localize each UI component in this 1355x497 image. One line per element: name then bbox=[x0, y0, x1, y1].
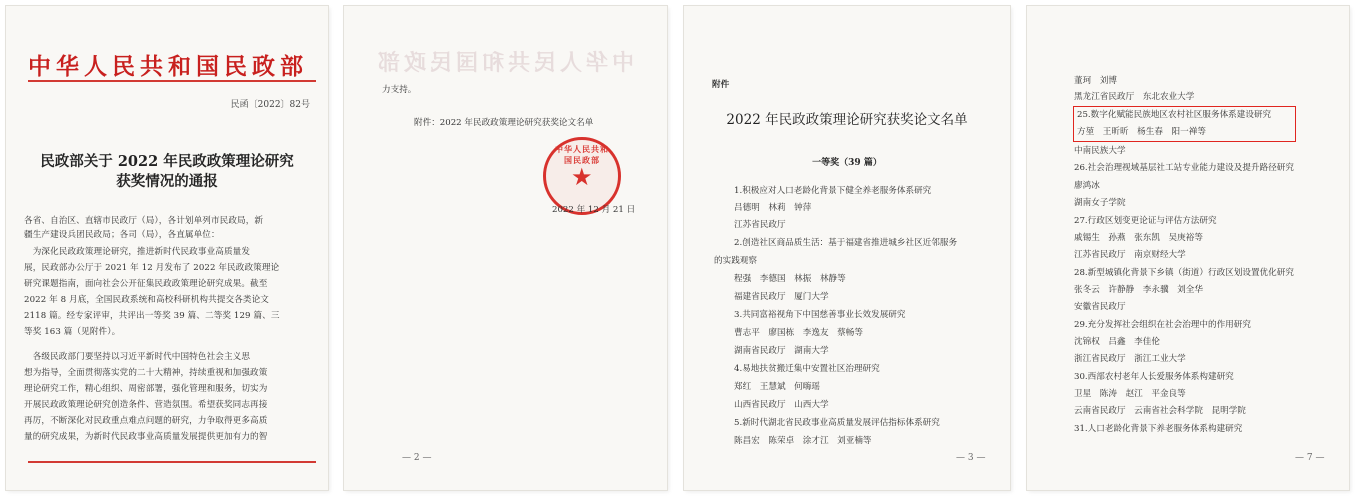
list-item: 29.充分发挥社会组织在社会治理中的作用研究 bbox=[1074, 320, 1251, 330]
issue-date: 2022 年 12 月 21 日 bbox=[552, 205, 636, 215]
list-item: 山西省民政厅 山西大学 bbox=[734, 400, 829, 410]
list-item: 安徽省民政厅 bbox=[1074, 302, 1126, 312]
document-page-2 bbox=[344, 6, 667, 490]
award-list-title: 2022 年民政政策理论研究获奖论文名单 bbox=[726, 112, 968, 128]
document-page-4 bbox=[1027, 6, 1349, 490]
list-item: 董珂 刘博 bbox=[1074, 76, 1117, 86]
list-item: 曹志平 廖国栋 李逸友 蔡畅等 bbox=[734, 328, 863, 338]
list-item: 28.新型城镇化背景下乡镇（街道）行政区划设置优化研究 bbox=[1074, 268, 1294, 278]
attachment-note: 附件：2022 年民政政策理论研究获奖论文名单 bbox=[414, 118, 594, 128]
body-line: 各级民政部门要坚持以习近平新时代中国特色社会主义思 bbox=[24, 352, 251, 362]
list-item: 云南省民政厅 云南省社会科学院 昆明学院 bbox=[1074, 406, 1246, 416]
list-item: 湖南省民政厅 湖南大学 bbox=[734, 346, 829, 356]
body-line: 研究课题指南，面向社会公开征集民政政策理论研究成果。截至 bbox=[24, 279, 268, 289]
list-item: 31.人口老龄化背景下养老服务体系构建研究 bbox=[1074, 424, 1243, 434]
document-number: 民函〔2022〕82号 bbox=[230, 100, 310, 110]
highlighted-list-item: 25.数字化赋能民族地区农村社区服务体系建设研究 bbox=[1077, 110, 1272, 120]
list-item: 程强 李德国 林振 林静等 bbox=[734, 274, 846, 284]
highlight-annotation-box bbox=[1073, 106, 1296, 142]
list-item: 戚锡生 孙燕 张东凯 吴庚裕等 bbox=[1074, 233, 1203, 243]
list-item: 浙江省民政厅 浙江工业大学 bbox=[1074, 354, 1186, 364]
list-item: 廖鸿冰 bbox=[1074, 181, 1100, 191]
document-page-3 bbox=[684, 6, 1010, 490]
list-item: 黑龙江省民政厅 东北农业大学 bbox=[1074, 92, 1195, 102]
body-line: 等奖 163 篇（见附件）。 bbox=[24, 327, 121, 337]
list-item: 沈锦权 吕鑫 李佳伦 bbox=[1074, 337, 1160, 347]
body-line: 量的研究成果，为新时代民政事业高质量发展提供更加有力的智 bbox=[24, 432, 268, 442]
list-item: 福建省民政厅 厦门大学 bbox=[734, 292, 829, 302]
body-line: 2118 篇。经专家评审，共评出一等奖 39 篇、二等奖 129 篇、三 bbox=[24, 311, 280, 321]
body-line: 疆生产建设兵团民政局；各司（局），各直属单位： bbox=[24, 230, 220, 240]
footer-divider bbox=[28, 461, 316, 463]
list-item: 吕德明 林莉 钟萍 bbox=[734, 203, 812, 213]
star-icon: ★ bbox=[571, 163, 593, 191]
list-item: 3.共同富裕视角下中国慈善事业长效发展研究 bbox=[734, 310, 906, 320]
list-item: 张冬云 许静静 李永骥 刘全华 bbox=[1074, 285, 1203, 295]
list-item: 江苏省民政厅 南京财经大学 bbox=[1074, 250, 1186, 260]
page-number: — 7 — bbox=[1295, 453, 1325, 463]
list-item: 江苏省民政厅 bbox=[734, 220, 786, 230]
list-item: 2.创造社区商品质生活：基于福建省推进城乡社区近邻服务 bbox=[734, 238, 958, 248]
list-item: 1.积极应对人口老龄化背景下健全养老服务体系研究 bbox=[734, 186, 932, 196]
ministry-header: 中华人民共和国民政部 bbox=[28, 53, 308, 80]
bleed-through-header: 中华人民共和国民政部 bbox=[374, 50, 635, 76]
body-line: 想为指导，全面贯彻落实党的二十大精神，持续重视和加强政策 bbox=[24, 368, 268, 378]
list-item: 的实践观察 bbox=[714, 256, 757, 266]
body-line: 开展民政政策理论研究创造条件、营造氛围。希望获奖同志再接 bbox=[24, 400, 268, 410]
attachment-label: 附件 bbox=[712, 80, 730, 90]
list-item: 陈昌宏 陈荣卓 涂才江 刘亚楠等 bbox=[734, 436, 872, 446]
list-item: 26.社会治理视域基层社工站专业能力建设及提升路径研究 bbox=[1074, 163, 1294, 173]
body-line: 为深化民政政策理论研究，推进新时代民政事业高质量发 bbox=[24, 247, 251, 257]
page-number: — 3 — bbox=[956, 453, 986, 463]
list-item: 27.行政区划变更论证与评估方法研究 bbox=[1074, 216, 1217, 226]
highlighted-list-item: 方堃 王昕昕 杨生春 阳一禅等 bbox=[1077, 127, 1206, 137]
notice-title-line1: 民政部关于 2022 年民政政策理论研究 bbox=[40, 153, 294, 170]
body-line: 各省、自治区、直辖市民政厅（局），各计划单列市民政局，新 bbox=[24, 216, 264, 226]
list-item: 5.新时代湖北省民政事业高质量发展评估指标体系研究 bbox=[734, 418, 940, 428]
page-number: — 2 — bbox=[402, 453, 432, 463]
continuation-text: 力支持。 bbox=[382, 85, 417, 95]
body-line: 2022 年 8 月底，全国民政系统和高校科研机构共提交各类论文 bbox=[24, 295, 269, 305]
notice-title-line2: 获奖情况的通报 bbox=[116, 173, 218, 190]
first-prize-heading: 一等奖（39 篇） bbox=[812, 158, 882, 168]
list-item: 中南民族大学 bbox=[1074, 146, 1126, 156]
body-line: 理论研究工作，精心组织、周密部署，强化管理和服务，切实为 bbox=[24, 384, 268, 394]
body-line: 展，民政部办公厅于 2021 年 12 月发布了 2022 年民政政策理论 bbox=[24, 263, 280, 273]
header-divider bbox=[28, 80, 316, 82]
list-item: 湖南女子学院 bbox=[1074, 198, 1126, 208]
list-item: 郑红 王慧斌 何嗨瑶 bbox=[734, 382, 820, 392]
list-item: 卫星 陈涛 赵江 平金良等 bbox=[1074, 389, 1186, 399]
list-item: 30.西部农村老年人长爱服务体系构建研究 bbox=[1074, 372, 1234, 382]
list-item: 4.易地扶贫搬迁集中安置社区治理研究 bbox=[734, 364, 880, 374]
seal-text: 中华人民共和国民政部 bbox=[555, 144, 609, 165]
body-line: 再厉，不断深化对民政重点难点问题的研究，力争取得更多高质 bbox=[24, 416, 268, 426]
document-page-1 bbox=[6, 6, 328, 490]
